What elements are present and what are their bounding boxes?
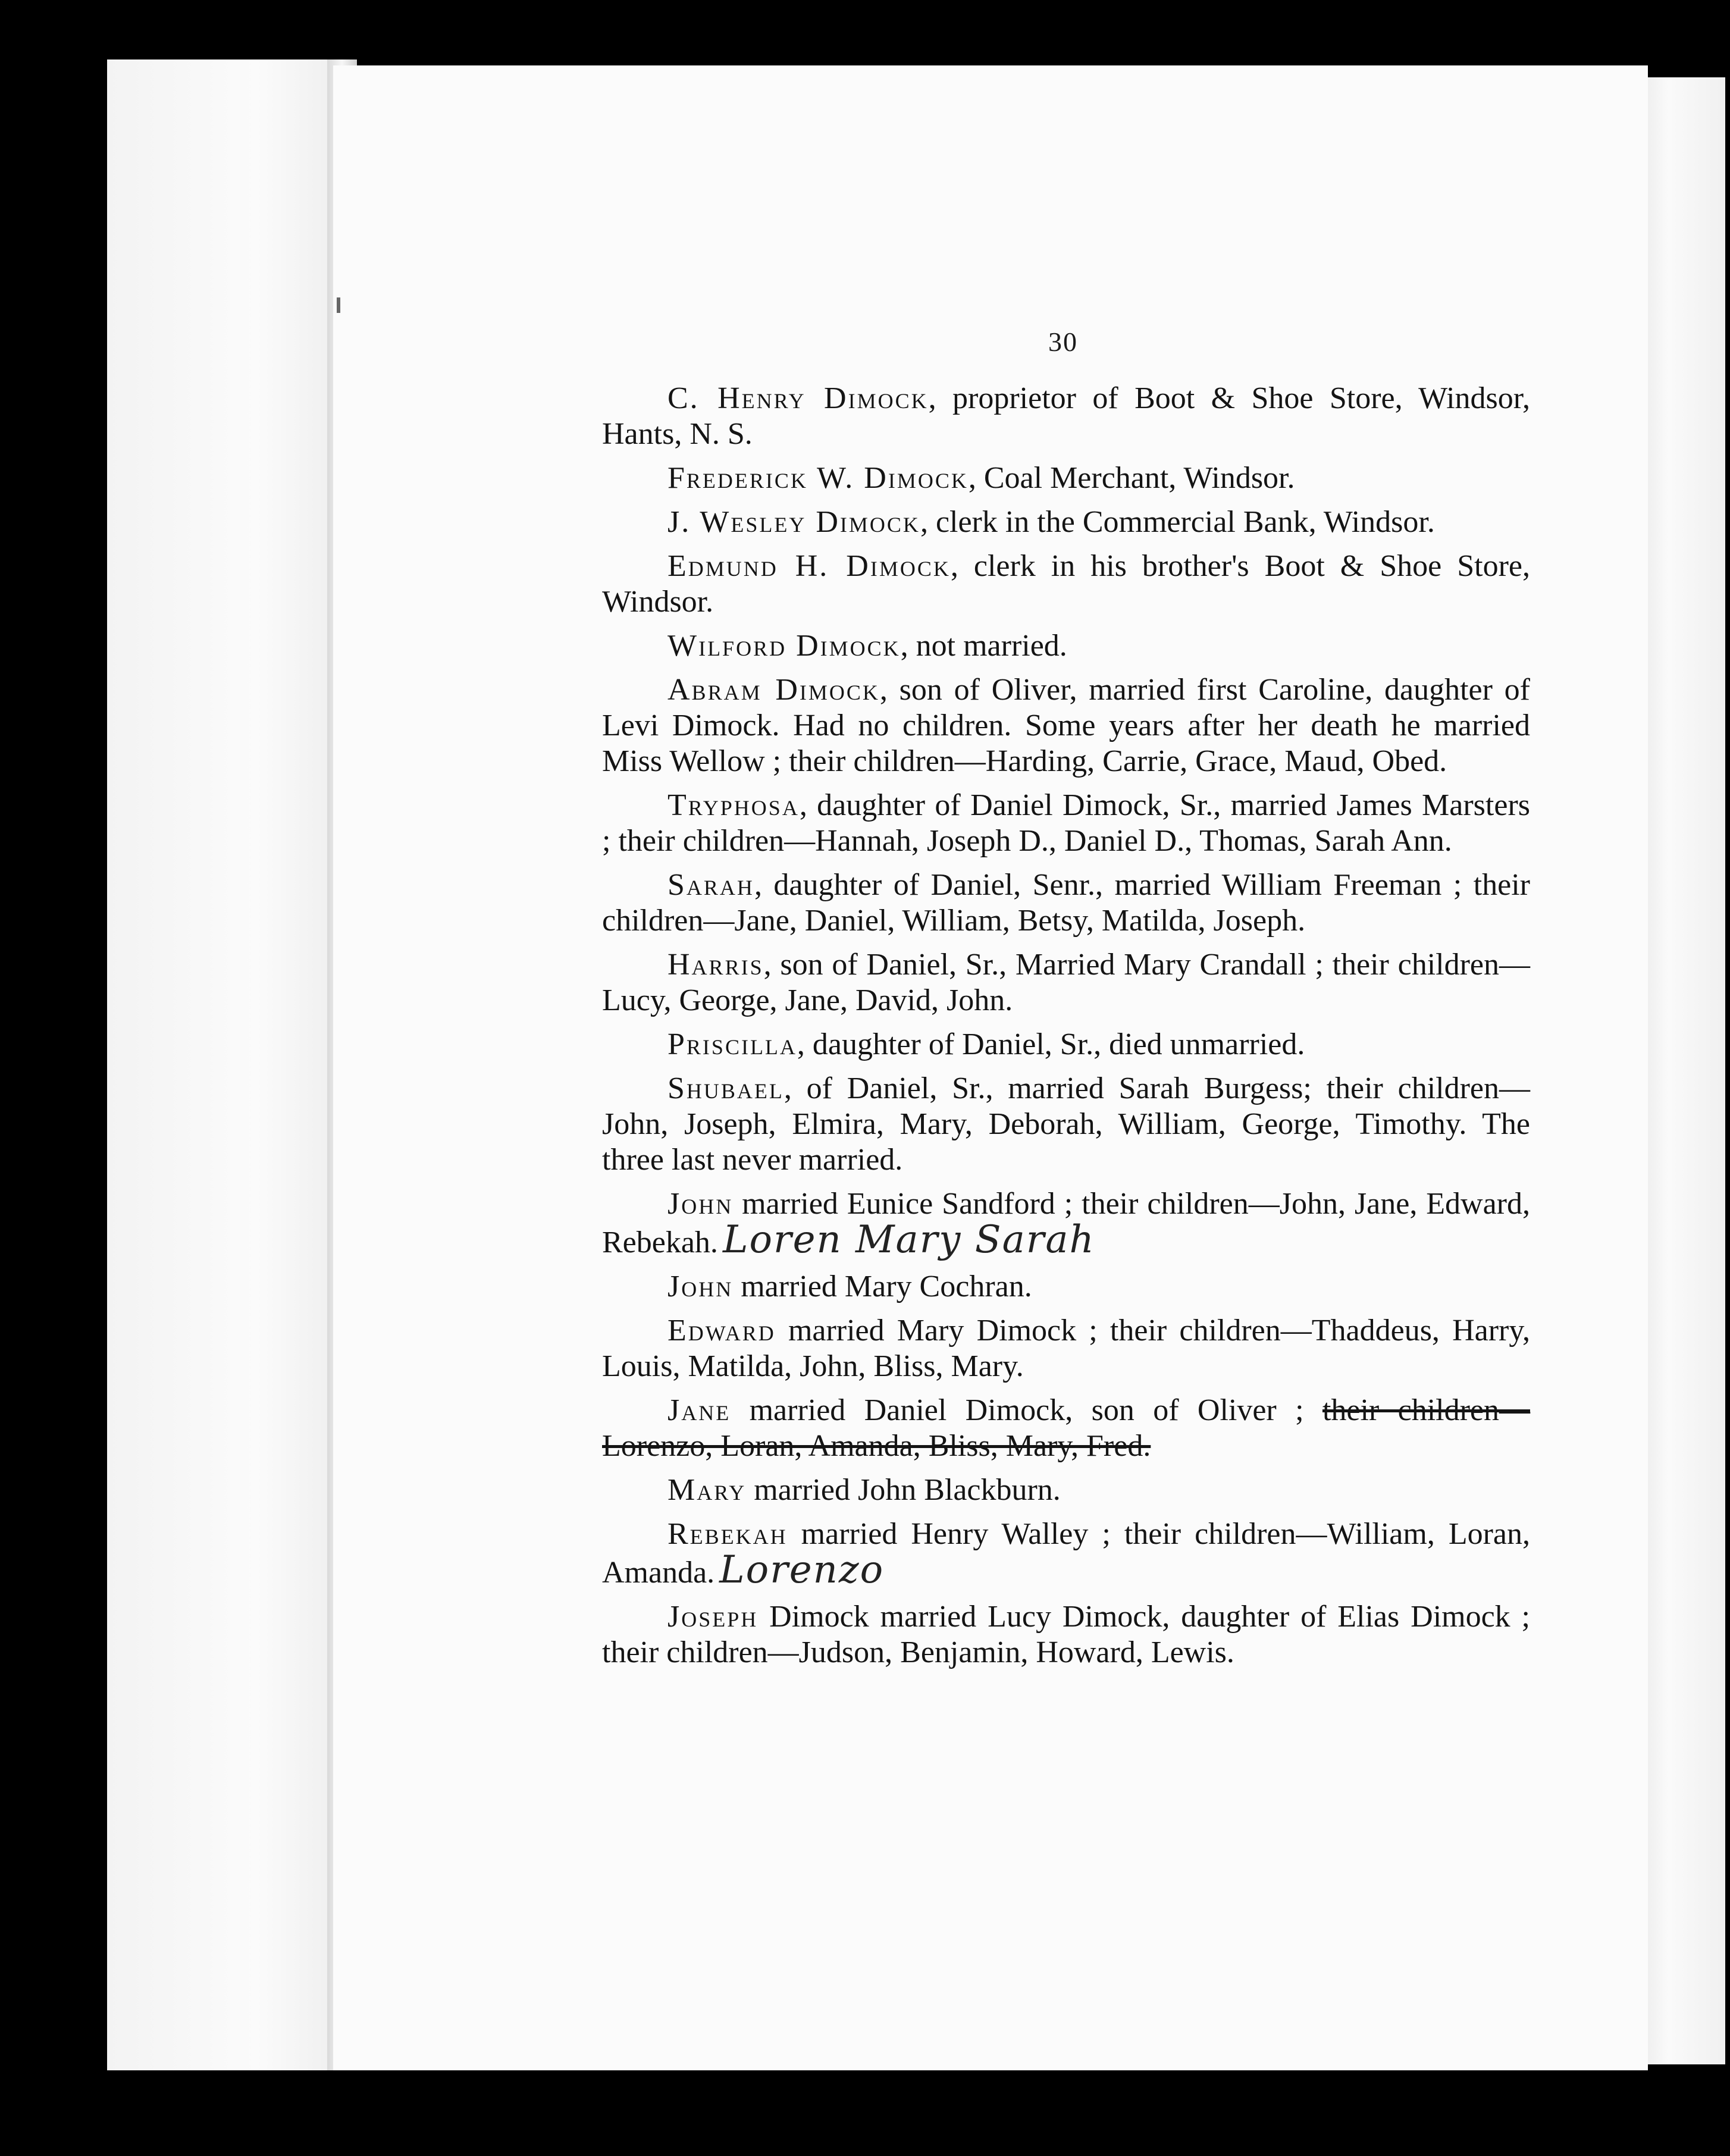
facing-page-edge <box>107 59 357 2070</box>
entry-head: Jane <box>667 1393 731 1427</box>
entry-head: John <box>667 1270 734 1303</box>
entry-wilford-dimock <box>602 628 1530 664</box>
entry-text: , daughter of Daniel Dimock, Sr., married James Marsters ; their children—Hannah, Joseph D., Daniel D., Thomas, Sarah Ann. <box>602 788 1530 858</box>
entry-head: Edmund H. Dimock <box>667 549 951 583</box>
entry-head: Harris <box>667 948 764 982</box>
genealogy-text <box>602 381 1530 1679</box>
entry-text: , Coal Merchant, Windsor. <box>968 461 1295 495</box>
scan-border-bottom <box>0 2108 1730 2156</box>
entry-head: John <box>667 1187 734 1221</box>
entry-frederick-dimock <box>602 460 1530 496</box>
entry-text: , clerk in his brother's Boot & Shoe Store, Windsor. <box>602 549 1530 619</box>
handwritten-note: Lorenzo <box>719 1548 885 1592</box>
entry-head: Priscilla <box>667 1027 797 1061</box>
entry-edward <box>602 1313 1530 1384</box>
entry-head: Mary <box>667 1473 747 1507</box>
entry-text: , proprietor of Boot & Shoe Store, Windsor, Hants, N. S. <box>602 381 1531 451</box>
entry-text: married Eunice Sandford ; their children—John, Jane, Edward, Rebekah. <box>602 1187 1530 1259</box>
entry-shubael <box>602 1071 1530 1178</box>
entry-text: , of Daniel, Sr., married Sarah Burgess; their children—John, Joseph, Elmira, Mary, Deborah, William, George, Timothy. The three last never married. <box>602 1071 1530 1177</box>
entry-head: Shubael <box>667 1071 784 1105</box>
binding-mark <box>337 297 340 313</box>
entry-text: married Daniel Dimock, son of Oliver ; <box>731 1393 1322 1427</box>
entry-priscilla <box>602 1027 1530 1063</box>
entry-text: married John Blackburn. <box>746 1473 1061 1507</box>
struck-text: their children—Lorenzo, Loran, Amanda, Bliss, Mary, Fred. <box>602 1393 1530 1463</box>
entry-text: , daughter of Daniel, Senr., married William Freeman ; their children—Jane, Daniel, William, Betsy, Matilda, Joseph. <box>602 868 1530 938</box>
entry-jane <box>602 1393 1530 1464</box>
scan-border-top <box>0 0 1730 65</box>
entry-head: Tryphosa <box>667 788 800 822</box>
entry-head: Sarah <box>667 868 754 902</box>
entry-joseph <box>602 1599 1530 1671</box>
entry-text: , son of Daniel, Sr., Married Mary Crandall ; their children—Lucy, George, Jane, David, John. <box>602 948 1530 1017</box>
entry-rebekah <box>602 1516 1530 1591</box>
entry-harris <box>602 947 1530 1019</box>
entry-edmund-dimock <box>602 549 1530 620</box>
entry-head: Abram Dimock <box>667 673 880 707</box>
entry-sarah <box>602 867 1530 939</box>
entry-head: Wilford Dimock <box>667 629 901 663</box>
entry-text: , clerk in the Commercial Bank, Windsor. <box>920 505 1435 539</box>
page-number: 30 <box>1048 327 1078 357</box>
entry-text: , not married. <box>900 629 1067 663</box>
entry-head: C. Henry Dimock <box>667 381 929 415</box>
entry-head: Joseph <box>667 1600 759 1634</box>
entry-text: married Henry Walley ; their children—William, Loran, Amanda. <box>602 1517 1530 1590</box>
entry-abram-dimock <box>602 672 1530 779</box>
handwritten-note: Loren Mary Sarah <box>722 1218 1095 1262</box>
entry-john-sandford <box>602 1186 1530 1261</box>
entry-head: Frederick W. Dimock <box>667 461 969 495</box>
entry-head: Rebekah <box>667 1517 788 1551</box>
entry-wesley-dimock <box>602 504 1530 540</box>
entry-text: married Mary Dimock ; their children—Thaddeus, Harry, Louis, Matilda, John, Bliss, Mary. <box>602 1314 1530 1383</box>
entry-text: married Mary Cochran. <box>733 1270 1032 1303</box>
entry-tryphosa <box>602 788 1530 859</box>
entry-text: , daughter of Daniel, Sr., died unmarried. <box>797 1027 1305 1061</box>
entry-john-cochran <box>602 1269 1530 1305</box>
entry-mary <box>602 1472 1530 1508</box>
entry-head: Edward <box>667 1314 776 1348</box>
entry-head: J. Wesley Dimock <box>667 505 920 539</box>
entry-text: Dimock married Lucy Dimock, daughter of Elias Dimock ; their children—Judson, Benjamin, Howard, Lewis. <box>602 1600 1530 1669</box>
entry-text: , son of Oliver, married first Caroline, daughter of Levi Dimock. Had no children. Some years after her death he married Miss Wellow ; their children—Harding, Carrie, Grace, Maud, Obed. <box>602 673 1530 778</box>
entry-henry-dimock <box>602 381 1530 452</box>
